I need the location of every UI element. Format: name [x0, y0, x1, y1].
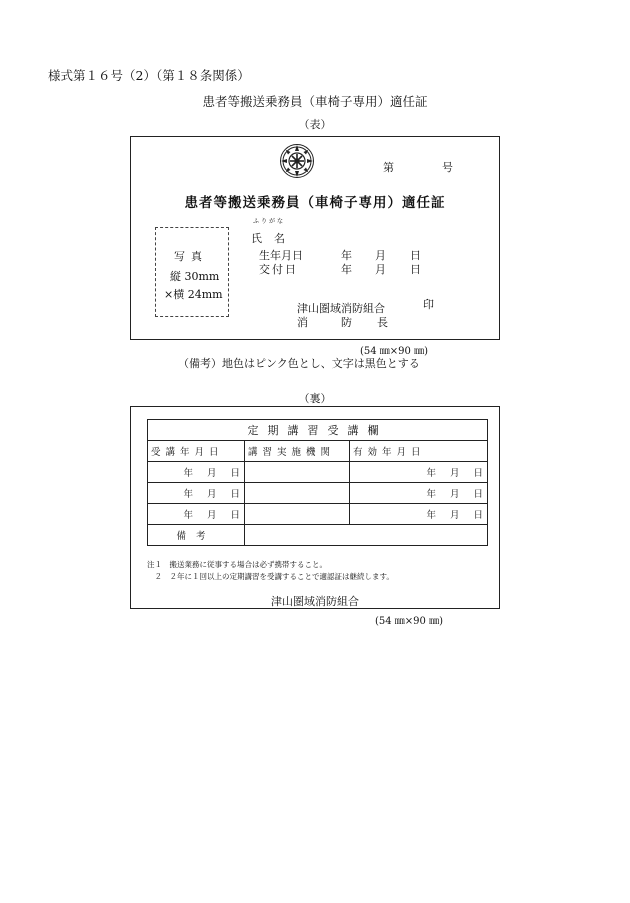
month-label: 月 [206, 468, 217, 479]
col-valid-date: 有効年月日 [350, 441, 488, 462]
month-label: 月 [206, 510, 217, 521]
year-label: 年 [426, 468, 436, 479]
year-label: 年 [183, 489, 193, 500]
day-label: 日 [230, 510, 240, 521]
year-label: 年 [426, 489, 436, 500]
number-prefix: 第 [383, 161, 394, 174]
table-row [148, 462, 488, 483]
day-label: 日 [473, 489, 483, 500]
year-label: 年 [183, 510, 193, 521]
training-record-table [147, 419, 488, 546]
photo-width: ×横 24mm [164, 288, 223, 301]
day-label: 日 [230, 468, 240, 479]
issuer-org: 津山圏域消防組合 [297, 302, 385, 315]
back-size-note: (54 ㎜×90 ㎜) [375, 616, 443, 627]
implementer-cell[interactable] [245, 504, 350, 525]
remarks-label: 備考 [148, 525, 245, 546]
note-1: 注１ 搬送業務に従事する場合は必ず携帯すること。 [147, 560, 327, 569]
issue-month-label: 月 [375, 263, 386, 276]
back-notes [147, 559, 394, 583]
year-label: 年 [426, 510, 436, 521]
photo-height: 縦 30mm [170, 270, 220, 283]
implementer-cell[interactable] [245, 462, 350, 483]
month-label: 月 [206, 489, 217, 500]
issue-date-label: 交付日 [259, 263, 298, 276]
front-size-note: (54 ㎜×90 ㎜) [360, 346, 428, 357]
note-2: ２ ２年に１回以上の定期講習を受講することで適認証は継続します。 [147, 572, 394, 581]
table-title: 定期講習受講欄 [148, 420, 488, 441]
form-id: 様式第１６号（2）（第１８条関係） [48, 68, 250, 83]
day-label: 日 [230, 489, 240, 500]
photo-box [155, 227, 229, 317]
birthdate-label: 生年月日 [259, 249, 303, 262]
photo-label: 写真 [174, 250, 208, 263]
month-label: 月 [449, 510, 460, 521]
valid-date-cell[interactable] [350, 504, 488, 525]
col-attend-date: 受講年月日 [148, 441, 245, 462]
year-label: 年 [183, 468, 193, 479]
col-implementer: 講習実施機関 [245, 441, 350, 462]
issue-year-label: 年 [341, 263, 352, 276]
front-remarks-note: （備考）地色はピンク色とし、文字は黒色とする [178, 357, 420, 370]
month-label: 月 [449, 489, 460, 500]
day-label: 日 [473, 468, 483, 479]
valid-date-cell[interactable] [350, 462, 488, 483]
issue-day-label: 日 [410, 263, 421, 276]
card-front [130, 136, 500, 340]
back-issuer-org: 津山圏域消防組合 [271, 595, 359, 608]
chief-char-3: 長 [377, 316, 388, 329]
chief-char-2: 防 [341, 316, 352, 329]
birth-month-label: 月 [375, 249, 386, 262]
card-back [130, 406, 500, 609]
back-side-label: （裏） [298, 392, 332, 405]
fire-department-emblem-icon [279, 143, 315, 179]
birth-day-label: 日 [410, 249, 421, 262]
table-row [148, 483, 488, 504]
name-label: 氏名 [251, 232, 297, 245]
attend-date-cell[interactable] [148, 504, 245, 525]
table-row [148, 504, 488, 525]
number-suffix: 号 [442, 161, 453, 174]
birth-year-label: 年 [341, 249, 352, 262]
attend-date-cell[interactable] [148, 483, 245, 504]
month-label: 月 [449, 468, 460, 479]
day-label: 日 [473, 510, 483, 521]
remarks-cell[interactable] [245, 525, 488, 546]
chief-char-1: 消 [297, 316, 308, 329]
document-title: 患者等搬送乗務員（車椅子専用）適任証 [202, 94, 428, 109]
seal-mark: 印 [423, 298, 434, 311]
implementer-cell[interactable] [245, 483, 350, 504]
front-side-label: （表） [298, 118, 332, 131]
attend-date-cell[interactable] [148, 462, 245, 483]
issuer-title [297, 314, 388, 330]
valid-date-cell[interactable] [350, 483, 488, 504]
furigana-label: ふりがな [253, 218, 286, 225]
card-title: 患者等搬送乗務員（車椅子専用）適任証 [184, 195, 446, 211]
